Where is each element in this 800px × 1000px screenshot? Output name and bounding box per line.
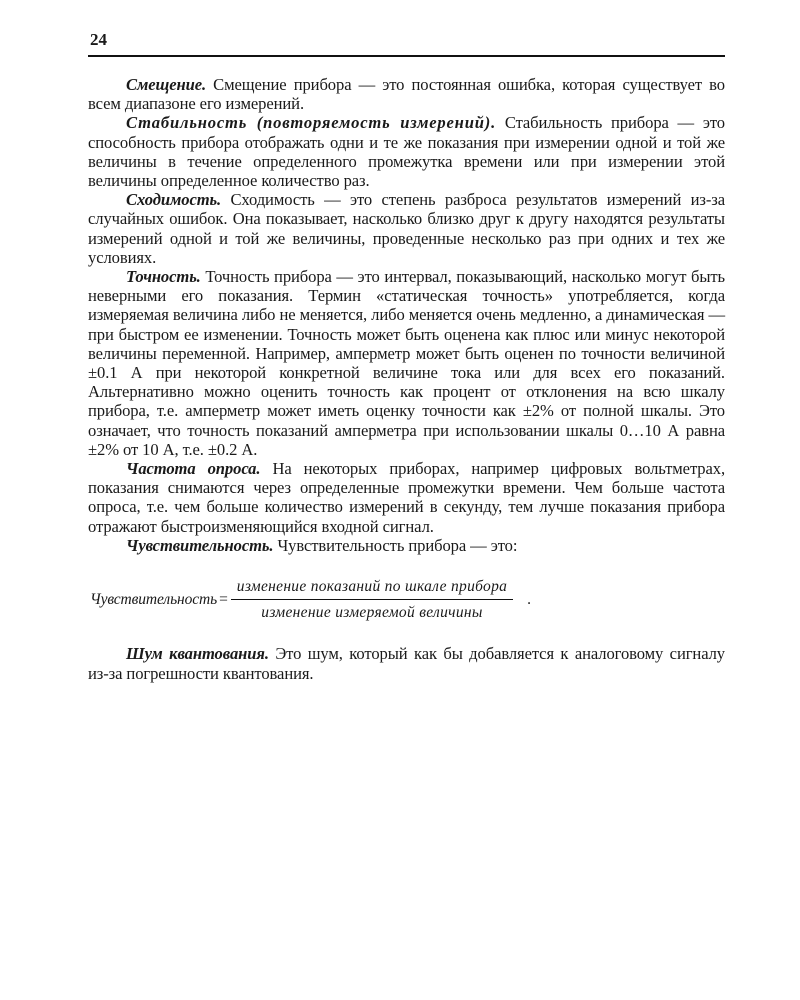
formula-equals-sign: = [219, 591, 228, 609]
definition-bias: Смещение прибора — это постоянная ошибка, которая существует во всем диапазоне его измерений. [88, 75, 725, 114]
header-rule [88, 55, 725, 57]
page-number: 24 [90, 30, 107, 49]
definition-convergence: Сходимость — это степень разброса результатов измерений из-за случайных ошибок. Она показывает, насколько близко друг к другу находятся результаты измерений одной и той же величины, проведенные несколько раз при одних и тех же условиях. [88, 190, 725, 267]
term-stability: Стабильность (повторяемость измерений). [126, 113, 497, 133]
formula-numerator: изменение показаний по шкале прибора [231, 577, 513, 600]
paragraph-bias [88, 75, 725, 113]
paragraph-sensitivity [88, 536, 725, 555]
definition-sensitivity: Чувствительность прибора — это: [273, 535, 518, 555]
formula-denominator: изменение измеряемой величины [261, 604, 483, 622]
term-quantization-noise: Шум квантования. [126, 644, 269, 664]
definition-quantization-noise: Это шум, который как бы добавляется к аналоговому сигналу из-за погрешности квантования. [88, 644, 725, 683]
definition-stability: Стабильность прибора — это способность прибора отображать одни и те же показания при измерении одной и той же величины в течение определенного промежутка времени или при измерении этой величины определенное количество раз. [88, 113, 725, 191]
term-convergence: Сходимость. [126, 190, 222, 210]
term-sampling-rate: Частота опроса. [126, 459, 261, 479]
term-accuracy: Точность. [126, 267, 201, 287]
definition-sampling-rate: На некоторых приборах, например цифровых вольтметрах, показания снимаются через определенные промежутки времени. Чем больше частота опроса, т.е. чем больше количество измерений в секунду, тем лучше показания прибора отражают быстроизменяющийся входной сигнал. [88, 459, 725, 536]
paragraph-quantization-noise [88, 644, 725, 682]
formula-fraction [231, 577, 513, 622]
paragraph-sampling-rate [88, 459, 725, 536]
formula-end-dot: . [527, 591, 531, 609]
formula-lhs: Чувствительность [90, 591, 218, 609]
term-sensitivity: Чувствительность. [126, 535, 274, 555]
paragraph-convergence [88, 190, 725, 267]
sensitivity-formula [90, 577, 725, 622]
body-text [88, 75, 725, 683]
book-page [88, 30, 725, 683]
paragraph-accuracy [88, 267, 725, 459]
term-bias: Смещение. [126, 75, 207, 94]
definition-accuracy: Точность прибора — это интервал, показывающий, насколько могут быть неверными его показания. Термин «статическая точность» употребляется, когда измеряемая величина либо не меняется, либо меняется очень медленно, а динамическая — при быстром ее изменении. Точность может быть оценена как плюс или минус некоторой величины переменной. Например, амперметр может быть оценен по точности величиной ±0.1 А при некоторой конкретной величине тока или для всех его показаний. Альтернативно можно оценить точность как процент от отклонения на всю шкалу прибора, т.е. амперметр может иметь оценку точности как ±2% от полной шкалы. Это означает, что точность показаний амперметра при использовании шкалы 0…10 А равна ±2% от 10 А, т.е. ±0.2 А. [88, 267, 725, 459]
paragraph-stability [88, 113, 725, 190]
